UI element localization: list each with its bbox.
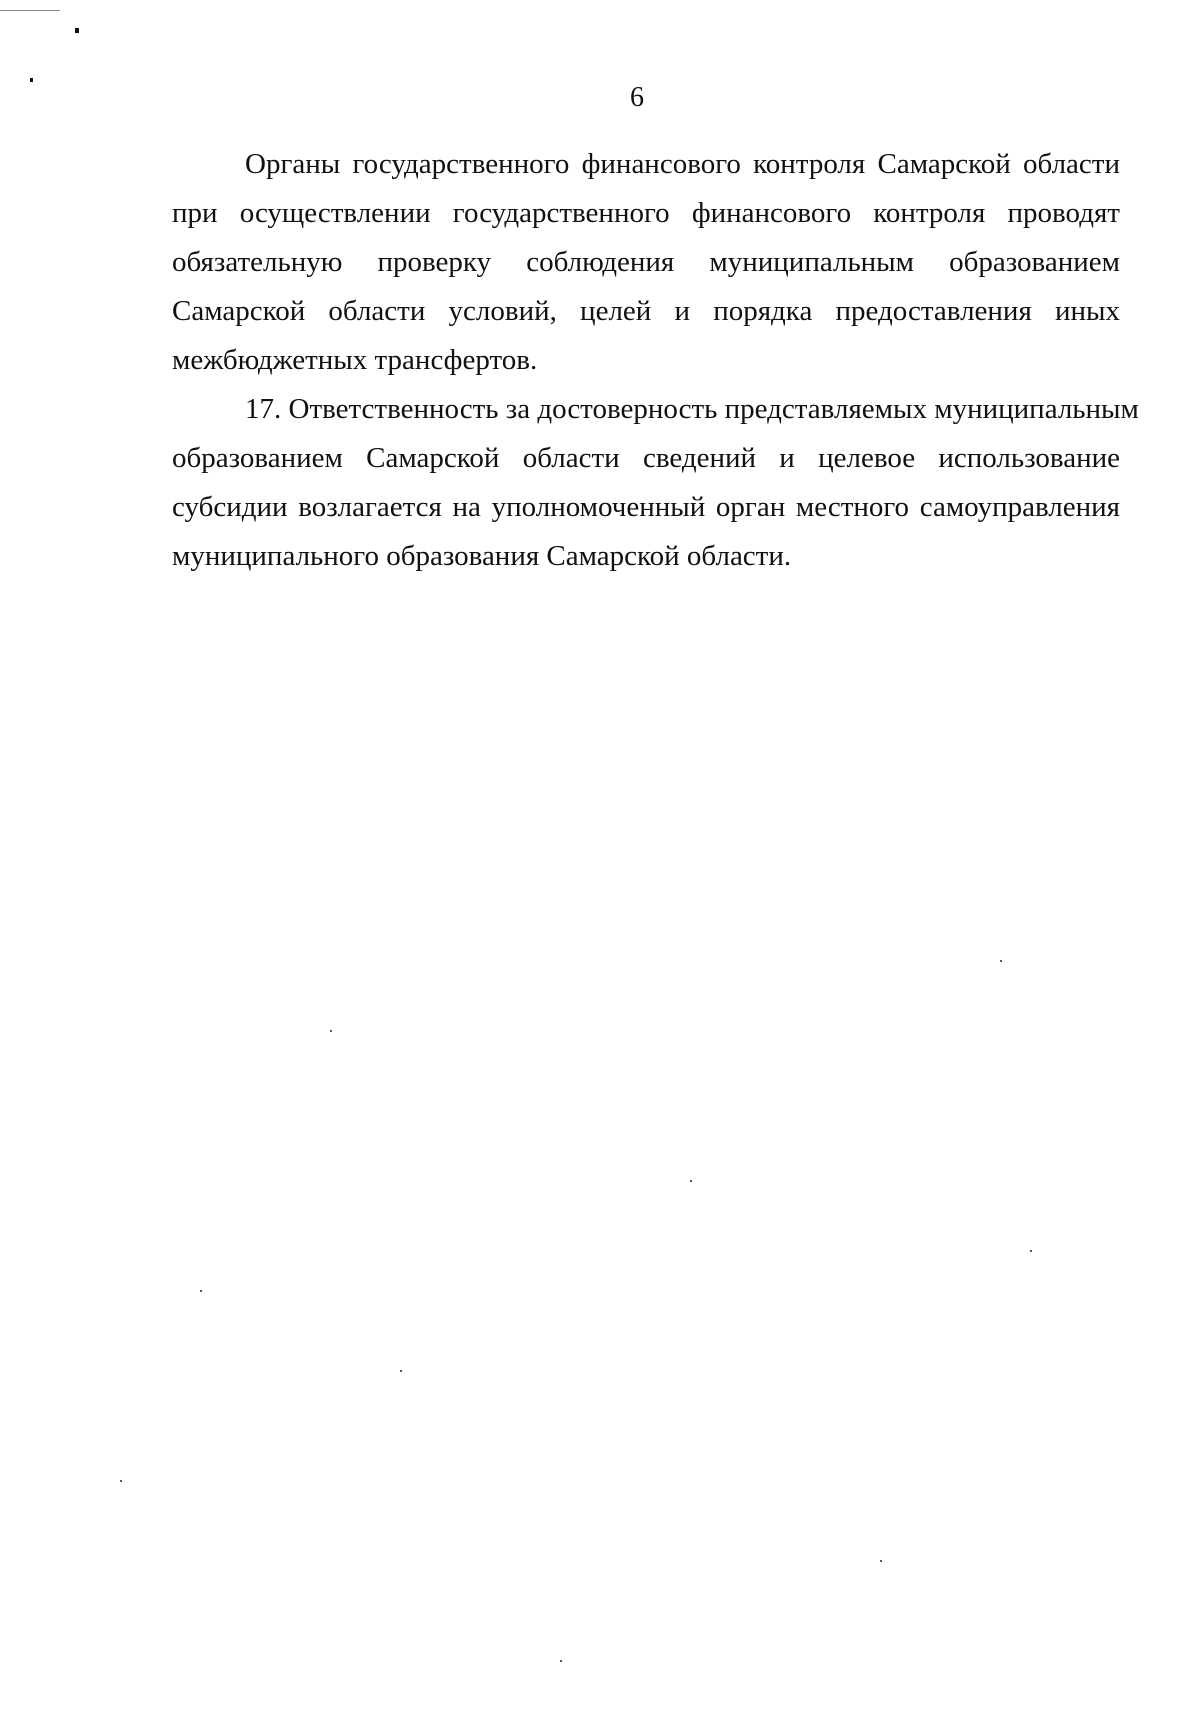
document-body bbox=[172, 140, 1139, 581]
text-line: образованием Самарской области сведений и целевое использование bbox=[172, 442, 1120, 474]
paragraph-financial-control bbox=[172, 140, 1120, 385]
text-line: 17. Ответственность за достоверность представляемых муниципальным bbox=[245, 393, 1139, 425]
text-line: субсидии возлагается на уполномоченный орган местного самоуправления bbox=[172, 491, 1120, 523]
text-line: обязательную проверку соблюдения муниципальным образованием bbox=[172, 246, 1120, 278]
text-line: межбюджетных трансфертов. bbox=[172, 344, 538, 376]
text-line: муниципального образования Самарской области. bbox=[172, 540, 792, 572]
text-line: при осуществлении государственного финансового контроля проводят bbox=[172, 197, 1120, 229]
text-line: Органы государственного финансового контроля Самарской области bbox=[245, 148, 1120, 180]
paragraph-17-responsibility bbox=[172, 385, 1139, 581]
page-number: 6 bbox=[630, 82, 644, 113]
text-line: Самарской области условий, целей и порядка предоставления иных bbox=[172, 295, 1120, 327]
